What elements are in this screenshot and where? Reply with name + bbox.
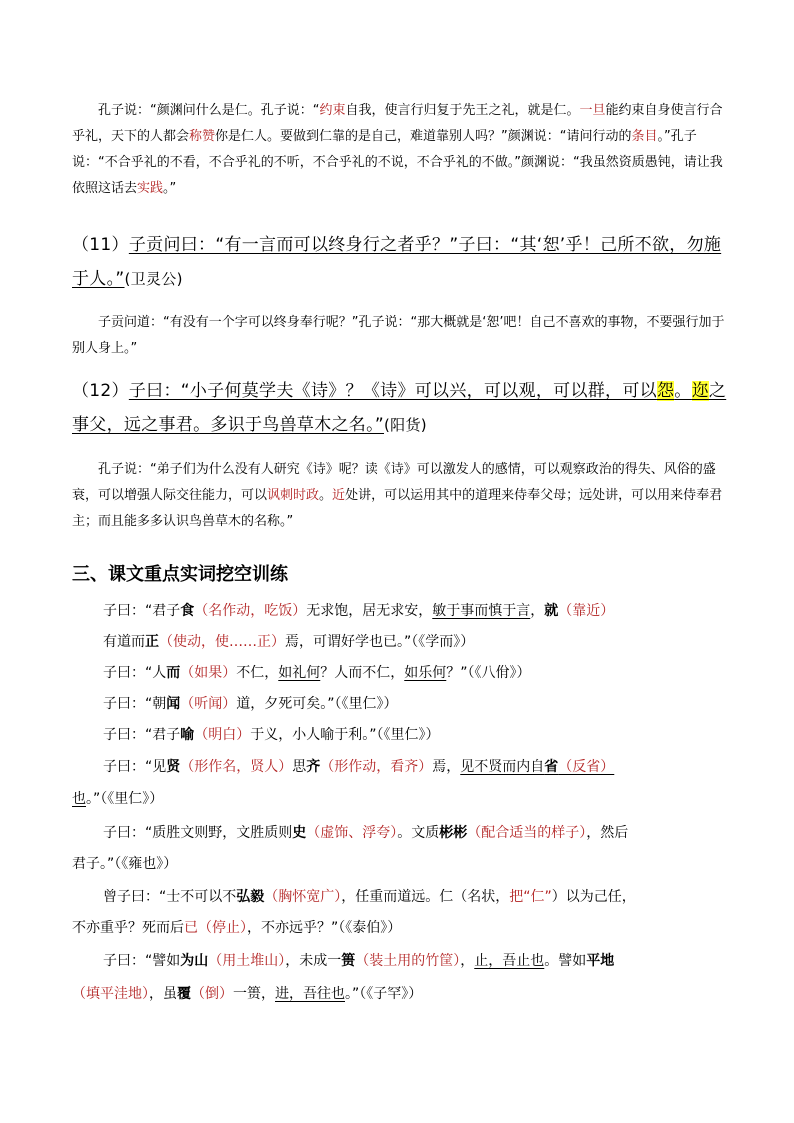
answer: （配合适当的样子） <box>467 825 587 841</box>
exercise-line-3 <box>103 662 531 682</box>
answer: 把“仁” <box>509 889 552 905</box>
text: 。”（《里仁》） <box>86 791 164 807</box>
text: 焉， <box>432 759 461 775</box>
answer: （名作动，吃饭） <box>194 603 307 619</box>
exercise-line-9 <box>72 853 177 873</box>
text: 一篑， <box>233 986 275 1002</box>
answer: （形作动，看齐） <box>320 759 433 775</box>
text: 自我，使言行归复于先王之礼，就是仁。 <box>345 103 580 118</box>
key-word: 史 <box>292 825 307 841</box>
key-word: 闻 <box>166 696 181 712</box>
text: 孔子说：“弟子们为什么没有人研究《诗》呢？读《诗》可以激发人的感情，可以观察政治的得失、风俗的盛衰，可以增强人际交往能力，可以 <box>72 462 716 503</box>
answer: （用土堆山） <box>208 953 286 969</box>
exercise-line-4 <box>103 693 398 713</box>
answer: （倒） <box>191 986 233 1002</box>
red-term: 近 <box>332 488 346 503</box>
item-number: （11） <box>72 235 129 255</box>
text: 子贡问道：“有没有一个字可以终身奉行呢？”孔子说：“那大概就是‘恕’吧！自己不喜欢的事物，不要强行加于别人身上。” <box>72 315 725 356</box>
source-label: (阳货) <box>384 416 427 434</box>
underlined-text <box>460 759 614 775</box>
text: 子曰：“朝 <box>103 696 167 712</box>
answer: （靠近） <box>558 603 615 619</box>
item-number: （12） <box>72 381 129 401</box>
text: 曾子曰：“士不可以不 <box>103 889 237 905</box>
text: 思 <box>292 759 307 775</box>
underlined-text: 如乐何 <box>404 665 447 681</box>
answer: （听闻） <box>180 696 237 712</box>
text: 不仁， <box>236 665 279 681</box>
text: 不亦重乎？死而后 <box>72 920 184 936</box>
translation-paragraph-2 <box>72 310 732 362</box>
text: 能约束自身使言行合乎礼，天下的人都会 <box>72 103 723 144</box>
text: 子曰：“人 <box>103 665 167 681</box>
text: ，任重而道远。仁（名状， <box>341 889 510 905</box>
underlined-text: 如礼何 <box>278 665 321 681</box>
text: 子曰：“譬如 <box>103 953 181 969</box>
answer: 已（停止） <box>184 920 247 936</box>
quote-12 <box>72 374 732 442</box>
text: ？人而不仁， <box>320 665 405 681</box>
key-word: 就 <box>544 603 559 619</box>
text: 。 <box>674 381 692 401</box>
key-word: 篑 <box>341 953 356 969</box>
text: ， <box>530 603 545 619</box>
text: 处讲，可以运用其中的道理来侍奉父母；远处讲，可以用来侍奉君主；而且能多多认识鸟兽草木的名称。” <box>72 488 723 529</box>
exercise-line-11 <box>72 917 401 937</box>
exercise-line-2 <box>103 631 474 651</box>
text: 。”（《子罕》） <box>345 986 423 1002</box>
text: 。”孔子说：“不合乎礼的不看，不合乎礼的不听，不合乎礼的不说，不合乎礼的不做。”颜渊说：“我虽然资质愚钝，请让我依照这话去 <box>72 129 723 196</box>
answer: （如果） <box>180 665 237 681</box>
text: ， <box>460 953 475 969</box>
red-term: 讽刺时政 <box>267 488 320 503</box>
underlined-text: 止，吾止也 <box>474 953 545 969</box>
text: 。譬如 <box>544 953 587 969</box>
red-term: 实践 <box>137 181 164 196</box>
text: 见不贤而内自 <box>460 759 545 775</box>
answer: （填平洼地） <box>72 986 149 1002</box>
red-term: 条目 <box>631 129 658 144</box>
key-word: 省 <box>544 759 559 775</box>
text: 。 <box>319 488 333 503</box>
answer: （形作名，贤人） <box>180 759 293 775</box>
answer: （使动，使……正） <box>159 634 285 650</box>
text: 道，夕死可矣。”（《里仁》） <box>236 696 398 712</box>
underlined-text: 也 <box>72 791 86 807</box>
text: ，不亦远乎？”（《泰伯》） <box>247 920 402 936</box>
red-term: 约束 <box>319 103 346 118</box>
key-word: 食 <box>180 603 195 619</box>
key-word: 覆 <box>177 986 191 1002</box>
text: 子曰：“小子何莫学夫《诗》？《诗》可以兴，可以观，可以群，可以 <box>128 381 657 401</box>
text: 孔子说：“颜渊问什么是仁。孔子说：“ <box>98 103 320 118</box>
text: ，虽 <box>149 986 177 1002</box>
quote-11 <box>72 228 732 296</box>
text: 焉，可谓好学也已。”（《学而》） <box>285 634 475 650</box>
red-term: 称赞 <box>189 129 216 144</box>
text: ，未成一 <box>285 953 342 969</box>
text: 无求饱，居无求安， <box>306 603 433 619</box>
text: 于义，小人喻于利。”（《里仁》） <box>250 727 440 743</box>
underlined-text: 进，吾往也 <box>275 986 345 1002</box>
key-word: 齐 <box>306 759 321 775</box>
exercise-line-5 <box>103 724 440 744</box>
answer: （反省） <box>558 759 615 775</box>
key-word: 而 <box>166 665 181 681</box>
key-word: 平地 <box>586 953 615 969</box>
exercise-line-6 <box>103 756 614 776</box>
quote-text: 子贡问曰：“有一言而可以终身行之者乎？”子曰：“其‘恕’乎！己所不欲，勿施于人。” <box>72 235 722 289</box>
key-word: 为山 <box>180 953 209 969</box>
red-term: 一旦 <box>579 103 606 118</box>
key-word: 彬彬 <box>439 825 468 841</box>
exercise-line-1 <box>103 600 614 620</box>
translation-paragraph-3 <box>72 457 732 535</box>
exercise-line-8 <box>103 822 628 842</box>
exercise-line-7 <box>72 788 163 808</box>
source-label: (卫灵公) <box>124 270 183 288</box>
text: 之事父，远之事君。多识于鸟兽草木之名。” <box>72 381 727 435</box>
key-word: 喻 <box>180 727 195 743</box>
key-word: 弘毅 <box>236 889 265 905</box>
section-heading: 三、课文重点实词挖空训练 <box>72 564 288 585</box>
text: 君子。”（《雍也》） <box>72 856 178 872</box>
highlighted-char: 迩 <box>691 381 709 401</box>
exercise-line-13 <box>72 983 422 1003</box>
text: ）以为己任， <box>551 889 636 905</box>
text: 子曰：“君子 <box>103 727 181 743</box>
text: 子曰：“君子 <box>103 603 181 619</box>
text: 。” <box>163 181 177 196</box>
key-word: 正 <box>145 634 159 650</box>
text: 子曰：“见 <box>103 759 167 775</box>
text: 有道而 <box>103 634 145 650</box>
exercise-line-10 <box>103 886 636 906</box>
text: 子曰：“质胜文则野，文胜质则 <box>103 825 293 841</box>
text: 。文质 <box>397 825 440 841</box>
answer: （明白） <box>194 727 251 743</box>
translation-paragraph-1 <box>72 98 732 202</box>
underlined-text: 敏于事而慎于言 <box>432 603 531 619</box>
text: 你是仁人。要做到仁靠的是自己，难道靠别人吗？”颜渊说：“请问行动的 <box>215 129 632 144</box>
answer: （胸怀宽广） <box>264 889 342 905</box>
answer: （装土用的竹筐） <box>355 953 461 969</box>
answer: （虚饰、浮夸） <box>306 825 398 841</box>
key-word: 贤 <box>166 759 181 775</box>
highlighted-char: 怨 <box>656 381 675 401</box>
text: ？”（《八佾》） <box>446 665 531 681</box>
text: ，然后 <box>586 825 629 841</box>
exercise-line-12 <box>103 950 614 970</box>
